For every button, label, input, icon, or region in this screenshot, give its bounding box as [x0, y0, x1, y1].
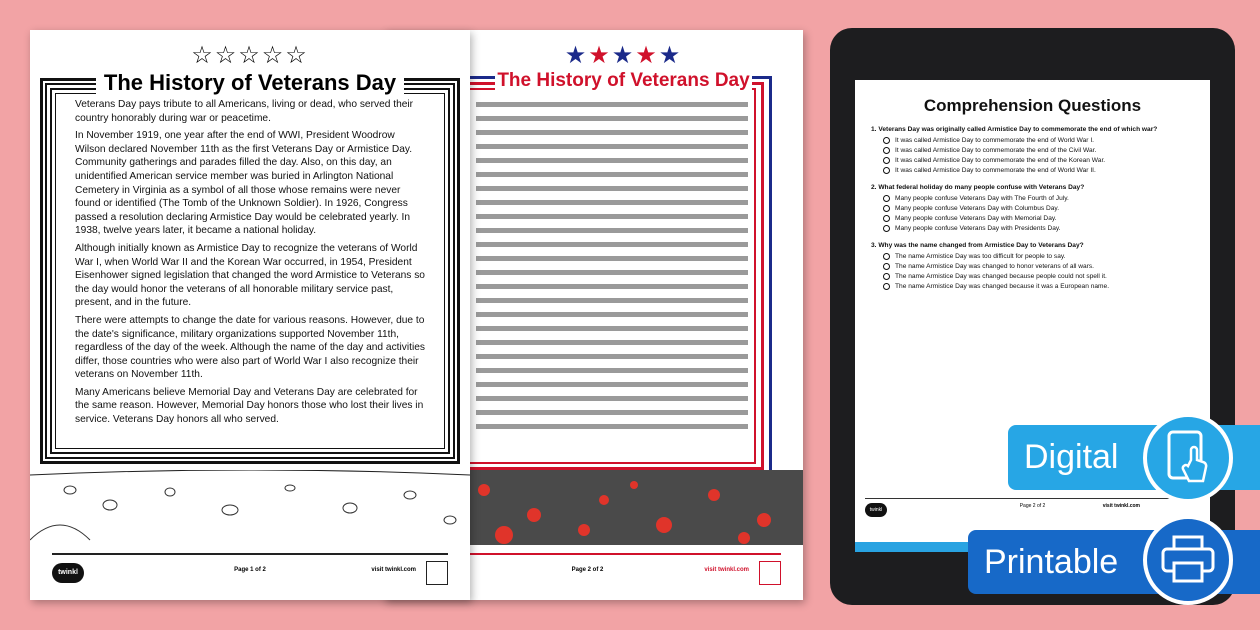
option-label: It was called Armistice Day to commemorate the end of the Civil War.	[895, 147, 1097, 154]
answer-option[interactable]	[883, 263, 1210, 270]
page-title: The History of Veterans Day	[497, 70, 750, 91]
page-title: The History of Veterans Day	[30, 70, 470, 96]
quality-badge-icon	[426, 561, 448, 585]
paragraph: In November 1919, one year after the end of WWI, President Woodrow Wilson declared November 11th as the first Veterans Day or Armistice Day. Community gatherings and parades filled the day. Also, on this day, an unidentified American service member was buried in Arlington National Cemetery in Virginia as a symbol of all those whose remains were never found or identified (The Tomb of the Unknown Soldier). In 1926, Congress passed a resolution declaring Armistice Day would be celebrated yearly. In 1938, twelve years later, it became a national holiday.	[75, 130, 413, 237]
digital-label: Digital	[1024, 438, 1119, 476]
radio-button[interactable]	[883, 137, 890, 144]
page-number: Page 1 of 2	[234, 567, 266, 573]
website-link[interactable]: visit twinkl.com	[371, 567, 416, 573]
radio-button[interactable]	[883, 215, 890, 222]
question	[871, 126, 1210, 174]
answer-option[interactable]	[883, 147, 1210, 154]
answer-option[interactable]	[883, 205, 1210, 212]
website-link[interactable]: visit twinkl.com	[704, 567, 749, 573]
radio-button[interactable]	[883, 195, 890, 202]
radio-button[interactable]	[883, 167, 890, 174]
printer-icon	[1143, 515, 1233, 605]
bw-worksheet-page	[30, 30, 470, 600]
stars-decoration: ☆☆☆☆☆	[191, 42, 309, 69]
quality-badge-icon	[759, 561, 781, 585]
answer-option[interactable]	[883, 157, 1210, 164]
answer-option[interactable]	[883, 167, 1210, 174]
option-label: The name Armistice Day was changed to honor veterans of all wars.	[895, 263, 1095, 270]
printable-label: Printable	[984, 542, 1119, 581]
questions-title: Comprehension Questions	[923, 96, 1142, 115]
paragraph: Many Americans believe Memorial Day and Veterans Day are celebrated for the same reason. However, Memorial Day honors those who lost their lives in service. Veterans Day honors all who served.	[75, 386, 424, 426]
option-label: The name Armistice Day was too difficult for people to say.	[895, 253, 1066, 260]
question-text: 1. Veterans Day was originally called Armistice Day to commemorate the end of which war?	[871, 126, 1158, 133]
answer-option[interactable]	[883, 195, 1210, 202]
radio-button[interactable]	[883, 283, 890, 290]
radio-button[interactable]	[883, 263, 890, 270]
website-link[interactable]: visit twinkl.com	[1102, 503, 1140, 509]
text-lines-placeholder	[476, 102, 748, 432]
question-text: 2. What federal holiday do many people confuse with Veterans Day?	[871, 184, 1085, 191]
paragraph: Although initially known as Armistice Day to recognize the veterans of World War I, when World War II and the Korean War occurred, in 1954, President Eisenhower signed legislation that changed the word Armistice to Veterans so the day would honor the veterans of all honorable military service past, present, and in the future.	[75, 242, 425, 309]
option-label: It was called Armistice Day to commemorate the end of the Korean War.	[895, 157, 1106, 164]
option-label: It was called Armistice Day to commemorate the end of World War I.	[895, 137, 1094, 144]
answer-option[interactable]	[883, 273, 1210, 280]
radio-button[interactable]	[883, 157, 890, 164]
question	[871, 184, 1210, 232]
option-label: The name Armistice Day was changed because it was a European name.	[895, 283, 1110, 290]
answer-option[interactable]	[883, 253, 1210, 260]
answer-option[interactable]	[883, 137, 1210, 144]
radio-button[interactable]	[883, 205, 890, 212]
answer-option[interactable]	[883, 283, 1210, 290]
paragraph: There were attempts to change the date for various reasons. However, due to the date's significance, military organizations supported November 11th, regardless of the day of the week. Although the name of the day and activities differ, those countries who were also part of World War I also recognize their veterans on November 11th.	[75, 314, 425, 381]
paragraph: Veterans Day pays tribute to all Americans, living or dead, who served their country honorably during war or peacetime.	[75, 99, 414, 124]
question-text: 3. Why was the name changed from Armistice Day to Veterans Day?	[871, 242, 1084, 249]
radio-button[interactable]	[883, 225, 890, 232]
radio-button[interactable]	[883, 147, 890, 154]
radio-button[interactable]	[883, 273, 890, 280]
tablet-touch-icon	[1143, 413, 1233, 503]
option-label: The name Armistice Day was changed because people could not spell it.	[895, 273, 1107, 280]
option-label: Many people confuse Veterans Day with Columbus Day.	[895, 205, 1060, 212]
question	[871, 242, 1210, 290]
page-number: Page 2 of 2	[1019, 503, 1046, 509]
answer-option[interactable]	[883, 225, 1210, 232]
stars-decoration: ★★★★★	[564, 42, 683, 69]
field-outline-illustration	[30, 470, 470, 545]
option-label: Many people confuse Veterans Day with The Fourth of July.	[895, 195, 1069, 202]
option-label: Many people confuse Veterans Day with Presidents Day.	[895, 225, 1061, 232]
option-label: Many people confuse Veterans Day with Memorial Day.	[895, 215, 1057, 222]
answer-option[interactable]	[883, 215, 1210, 222]
radio-button[interactable]	[883, 253, 890, 260]
twinkl-logo: twinkl	[865, 503, 887, 517]
option-label: It was called Armistice Day to commemorate the end of World War II.	[895, 167, 1096, 174]
twinkl-logo: twinkl	[52, 563, 84, 583]
page-number: Page 2 of 2	[571, 567, 604, 573]
